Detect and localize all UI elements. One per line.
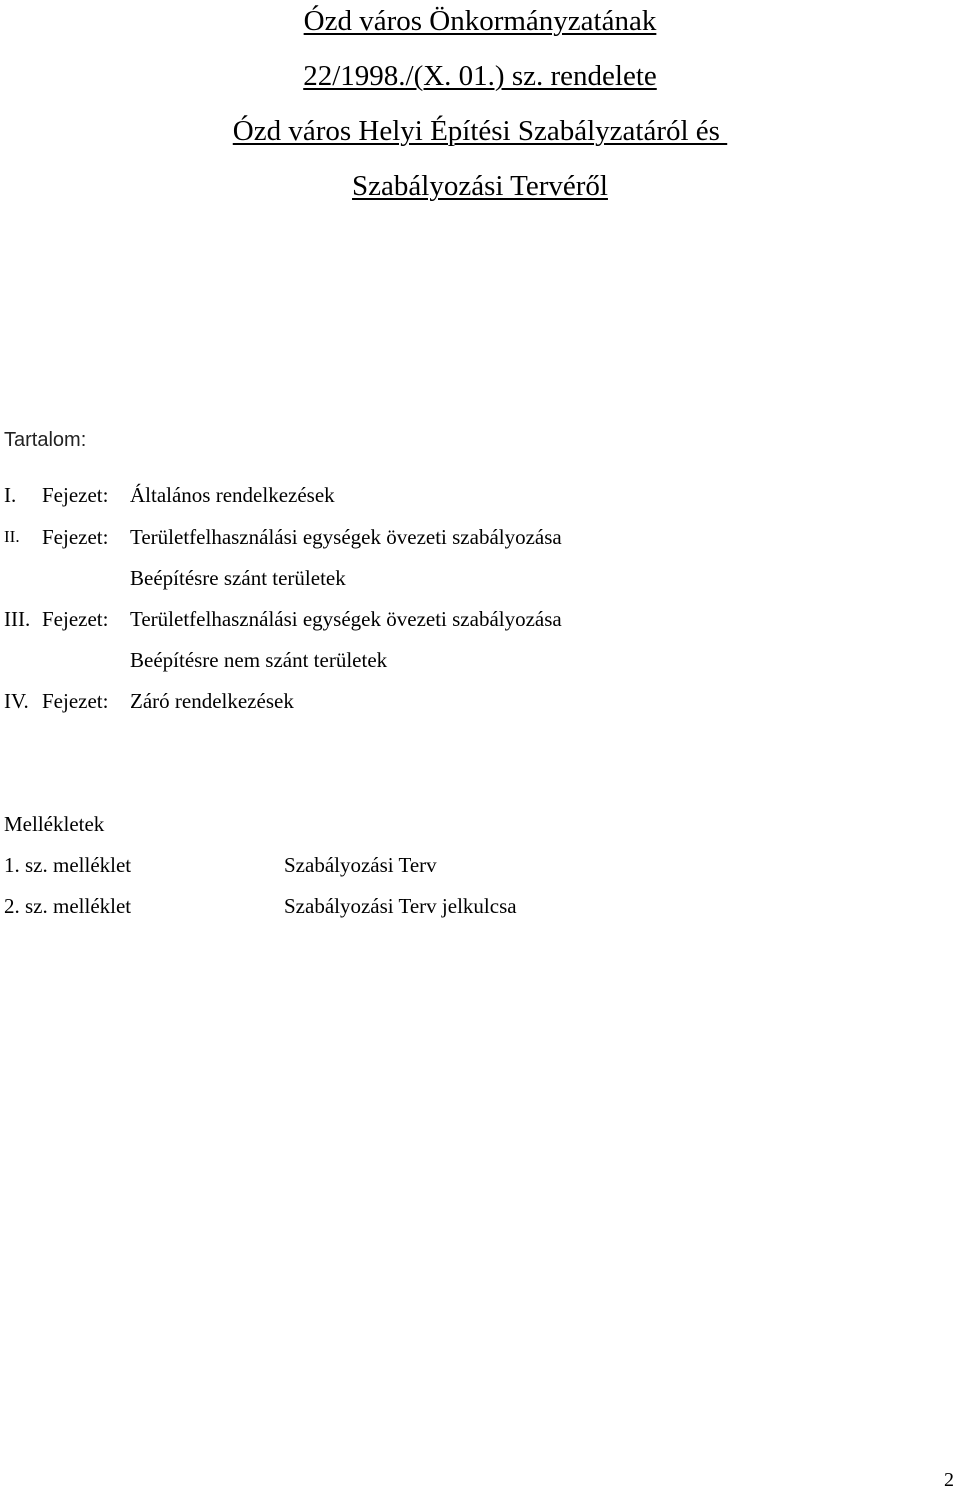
title-line-decree-number: 22/1998./(X. 01.) sz. rendelete	[303, 60, 657, 92]
chapter-title: Területfelhasználási egységek övezeti szabályozása	[130, 607, 562, 631]
chapter-subtitle: Beépítésre szánt területek	[130, 566, 346, 590]
title-line-municipality: Ózd város Önkormányzatának	[303, 5, 657, 37]
annexes-heading: Mellékletek	[4, 812, 105, 836]
chapter-label: Fejezet:	[42, 689, 109, 713]
annex-title: Szabályozási Terv	[284, 853, 437, 877]
annex-number: 2. sz. melléklet	[4, 894, 132, 918]
toc-heading: Tartalom:	[4, 429, 87, 451]
chapter-number: II.	[4, 527, 20, 546]
chapter-label: Fejezet:	[42, 607, 109, 631]
chapter-label: Fejezet:	[42, 483, 109, 507]
title-line-subject-continued: Szabályozási Tervéről	[352, 170, 608, 202]
chapter-title: Általános rendelkezések	[130, 483, 335, 507]
annex-title: Szabályozási Terv jelkulcsa	[284, 894, 517, 918]
chapter-number: I.	[4, 483, 17, 507]
chapter-title: Területfelhasználási egységek övezeti szabályozása	[130, 525, 562, 549]
chapter-number: III.	[4, 607, 31, 631]
title-line-subject: Ózd város Helyi Építési Szabályzatáról és	[232, 115, 728, 147]
chapter-label: Fejezet:	[42, 525, 109, 549]
annex-number: 1. sz. melléklet	[4, 853, 132, 877]
chapter-number: IV.	[4, 689, 29, 713]
chapter-subtitle: Beépítésre nem szánt területek	[130, 648, 388, 672]
page-number: 2	[944, 1469, 954, 1491]
chapter-title: Záró rendelkezések	[130, 689, 294, 713]
